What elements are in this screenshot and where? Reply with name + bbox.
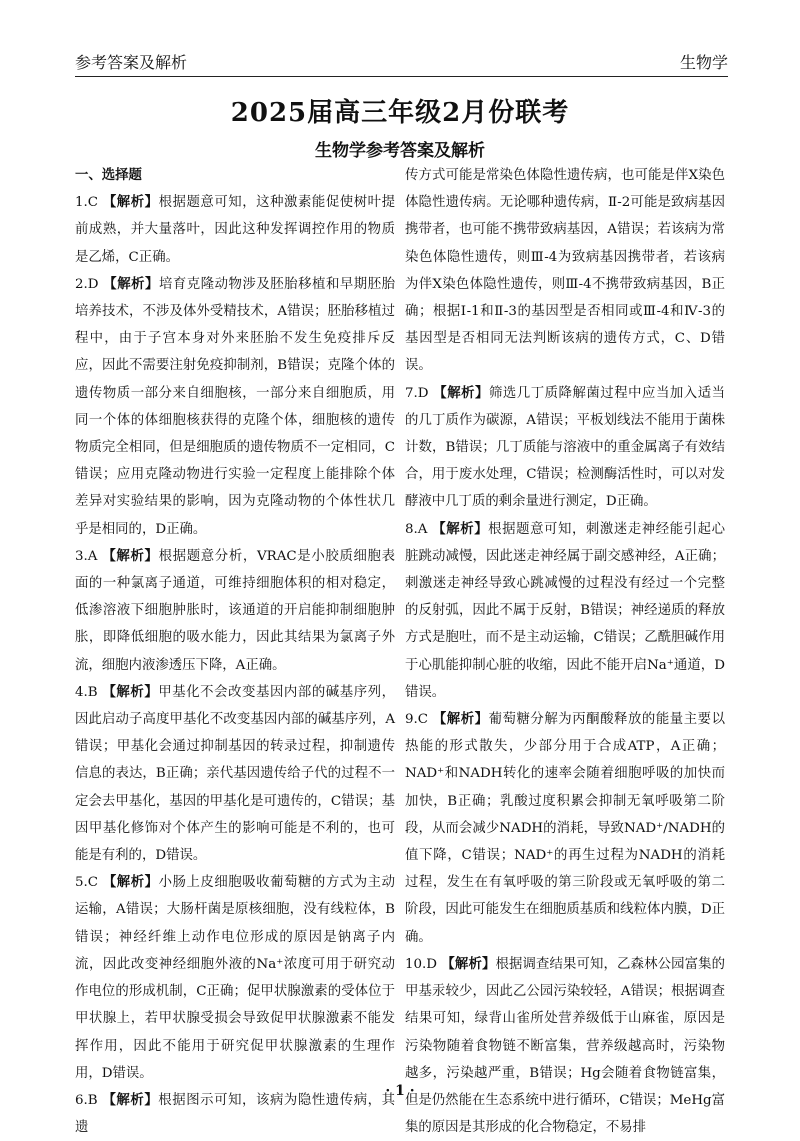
item-text: 培育克隆动物涉及胚胎移植和早期胚胎培养技术，不涉及体外受精技术，A错误；胚胎移植过程中，由于子宫本身对外来胚胎不发生免疫排斥反应，因此不需要注射免疫抑制剂，B错误；克隆个体的遗传物质一部分来自细胞核，一部分来自细胞质，用同一个体的体细胞核获得的克隆个体，细胞核的遗传物质完全相同，但是细胞质的遗传物质不一定相同，C错误；应用克隆动物进行实验一定程度上能排除个体差异对实验结果的影响，因为克隆动物的个体性状几乎是相同的，D正确。 <box>75 276 396 537</box>
header-subject-label: 生物学 <box>679 53 728 72</box>
header-left-label: 参考答案及解析 <box>75 53 188 72</box>
item-text: 小肠上皮细胞吸收葡萄糖的方式为主动运输，A错误；大肠杆菌是原核细胞，没有线粒体，B错误；神经纤维上动作电位形成的原因是钠离子内流，因此改变神经细胞外液的Na⁺浓度可用于研究动作电位的形成机制，C正确；促甲状腺激素的受体位于甲状腺上，若甲状腺受损会导致促甲状腺激素不能发挥作用，因此不能用于研究促甲状腺激素的生理作用，D错误。 <box>75 875 396 1081</box>
item-text: 筛选几丁质降解菌过程中应当加入适当的几丁质作为碳源，A错误；平板划线法不能用于菌株计数，B错误；几丁质能与溶液中的重金属离子有效结合，用于废水处理，C错误；检测酶活性时，可以对发酵液中几丁质的剩余量进行测定，D正确。 <box>405 385 726 510</box>
answer-item <box>405 951 725 1141</box>
item-text: 甲基化不会改变基因内部的碱基序列，因此启动子高度甲基化不改变基因内部的碱基序列，A错误；甲基化会通过抑制基因的转录过程，抑制遗传信息的表达，B正确；亲代基因遗传给子代的过程不一定会去甲基化，基因的甲基化是可遗传的，C错误；基因甲基化修饰对个体产生的影响可能是不利的，也可能是有利的，D错误。 <box>75 684 396 864</box>
answer-item <box>75 543 395 679</box>
answer-item <box>405 516 725 706</box>
answer-item <box>405 380 725 516</box>
item-number: 6.B <box>75 1092 98 1108</box>
analysis-tag: 【解析】 <box>102 1091 159 1108</box>
item-number: 9.C <box>405 712 429 728</box>
page-subtitle: 生物学参考答案及解析 <box>315 141 485 161</box>
item-text: 根据题意分析，VRAC是小胶质细胞表面的一种氯离子通道，可维持细胞体积的相对稳定，低渗溶液下细胞肿胀时，该通道的开启能抑制细胞肿胀，即降低细胞的吸水能力，因此其结果为氯离子外流，细胞内液渗透压下降，A正确。 <box>75 548 395 673</box>
running-header <box>75 46 728 77</box>
item-text: 传方式可能是常染色体隐性遗传病，也可能是伴X染色体隐性遗传病。无论哪种遗传病，Ⅱ-2可能是致病基因携带者，也可能不携带致病基因，A错误；若该病为常染色体隐性遗传，则Ⅲ-4为致病基因携带者，若该病为伴X染色体隐性遗传，则Ⅲ-4不携带致病基因，B正确；根据Ⅰ-1和Ⅱ-3的基因型是否相同或Ⅲ-4和Ⅳ-3的基因型是否相同无法判断该病的遗传方式，C、D错误。 <box>405 168 725 374</box>
item-text: 根据题意可知，这种激素能促使树叶提前成熟，并大量落叶，因此这种发挥调控作用的物质是乙烯，C正确。 <box>75 195 396 265</box>
item-number: 2.D <box>75 276 99 292</box>
page-number: · 1 · <box>385 1083 415 1099</box>
item-text: 根据题意可知，刺激迷走神经能引起心脏跳动减慢，因此迷走神经属于副交感神经，A正确；刺激迷走神经导致心跳减慢的过程没有经过一个完整的反射弧，因此不属于反射，B错误；神经递质的释放方式是胞吐，而不是主动运输，C错误；乙酰胆碱作用于心肌能抑制心脏的收缩，因此不能开启Na⁺通道，D错误。 <box>405 521 726 700</box>
right-column <box>405 162 725 1141</box>
answer-item-continued <box>405 162 725 380</box>
item-text: 葡萄糖分解为丙酮酸释放的能量主要以热能的形式散失，少部分用于合成ATP，A正确；NAD⁺和NADH转化的速率会随着细胞呼吸的加快而加快，B正确；乳酸过度积累会抑制无氧呼吸第二阶段，从而会减少NADH的消耗，导致NAD⁺/NADH的值下降，C错误；NAD⁺的再生过程为NADH的消耗过程，发生在有氧呼吸的第三阶段或无氧呼吸的第二阶段，因此可能发生在细胞质基质和线粒体内膜，D正确。 <box>405 712 726 945</box>
answer-item <box>405 706 725 951</box>
item-number: 10.D <box>405 956 438 972</box>
page-title: 2025届高三年级2月份联考 <box>230 98 570 128</box>
item-number: 5.C <box>75 875 99 891</box>
section-heading: 一、选择题 <box>75 167 142 183</box>
answer-item <box>75 189 395 271</box>
analysis-tag: 【解析】 <box>103 275 159 292</box>
item-number: 4.B <box>75 684 98 700</box>
analysis-tag: 【解析】 <box>102 547 159 564</box>
item-number: 8.A <box>405 521 428 537</box>
analysis-tag: 【解析】 <box>433 384 489 401</box>
analysis-tag: 【解析】 <box>441 955 496 972</box>
item-number: 3.A <box>75 548 98 564</box>
answer-item <box>75 679 395 869</box>
item-text: 根据图示可知，该病为隐性遗传病，其遗 <box>75 1092 396 1136</box>
analysis-tag: 【解析】 <box>102 874 159 891</box>
analysis-tag: 【解析】 <box>102 683 159 700</box>
item-text: 根据调查结果可知，乙森林公园富集的甲基汞较少，因此乙公园污染较轻，A错误；根据调查结果可知，绿背山雀所处营养级低于山麻雀，原因是污染物随着食物链不断富集，营养级越高时，污染物越多，污染越严重，B错误；Hg会随着食物链富集，但是仍然能在生态系统中进行循环，C错误；MeHg富集的原因是其形成的化合物稳定，不易排 <box>405 956 726 1136</box>
analysis-tag: 【解析】 <box>432 520 489 537</box>
item-number: 7.D <box>405 385 429 401</box>
answer-item <box>75 869 395 1087</box>
left-column <box>75 162 395 1141</box>
analysis-tag: 【解析】 <box>432 711 489 728</box>
answer-item <box>75 271 395 543</box>
analysis-tag: 【解析】 <box>102 194 159 211</box>
item-number: 1.C <box>75 195 99 211</box>
